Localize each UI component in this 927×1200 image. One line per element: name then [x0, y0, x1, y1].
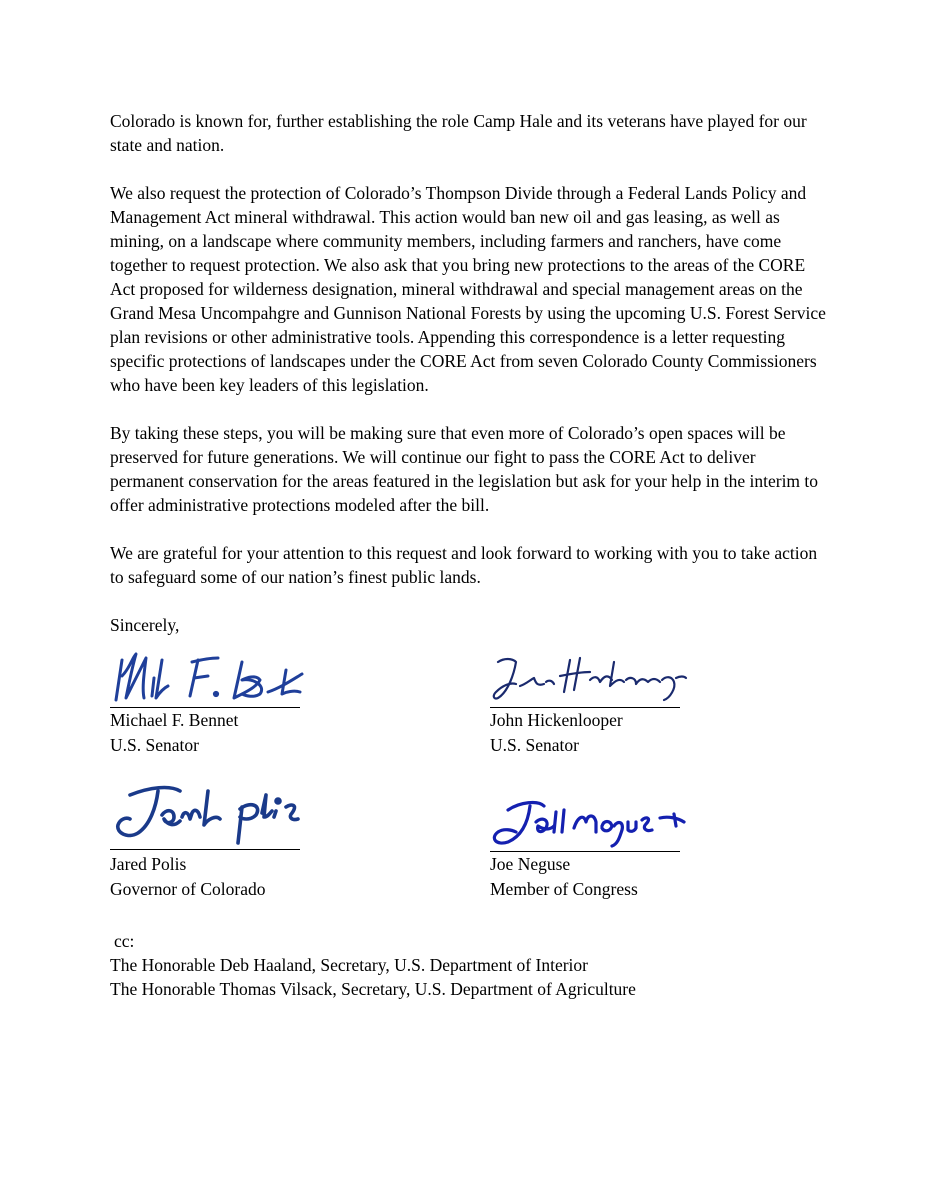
- cc-label: cc:: [114, 931, 135, 951]
- signatory-title: U.S. Senator: [110, 735, 199, 755]
- paragraph-grateful: We are grateful for your attention to this request and look forward to working with you to take action to safeguard some of our nation’s finest public lands.: [110, 543, 818, 587]
- signatory-name: Joe Neguse: [490, 854, 571, 874]
- paragraph-thompson-divide: We also request the protection of Colorado’s Thompson Divide through a Federal Lands Policy and Management Act mineral withdrawal. This action would ban new oil and gas leasing, as well as mining, on a landscape where community members, including farmers and ranchers, have come together to request protection. We also ask that you bring new protections to the areas of the CORE Act proposed for wilderness designation, mineral withdrawal and special management areas on the Grand Mesa Uncompahgre and Gunnison National Forests by using the upcoming U.S. Forest Service plan revisions or other administrative tools. Appending this correspondence is a letter requesting specific protections of landscapes under the CORE Act from seven Colorado County Commissioners who have been key leaders of this legislation.: [110, 183, 826, 395]
- cc-recipient: The Honorable Deb Haaland, Secretary, U.S. Department of Interior: [110, 955, 588, 975]
- cc-block: [110, 929, 636, 1001]
- signatory-name: Jared Polis: [110, 854, 187, 874]
- signatory-title: U.S. Senator: [490, 735, 579, 755]
- signature-bennet: [110, 648, 310, 708]
- signature-neguse: [490, 792, 690, 852]
- signatory-name: Michael F. Bennet: [110, 710, 239, 730]
- signature-line: [110, 849, 300, 850]
- signatory-title: Governor of Colorado: [110, 879, 266, 899]
- signature-hickenlooper: [490, 648, 690, 708]
- cc-recipient: The Honorable Thomas Vilsack, Secretary, U.S. Department of Agriculture: [110, 979, 636, 999]
- signatory-title: Member of Congress: [490, 879, 638, 899]
- paragraph-taking-steps: By taking these steps, you will be making sure that even more of Colorado’s open spaces will be preserved for future generations. We will continue our fight to pass the CORE Act to deliver permanent conservation for the areas featured in the legislation but ask for your help in the interim to offer administrative protections modeled after the bill.: [110, 423, 819, 515]
- signatory-name: John Hickenlooper: [490, 710, 623, 730]
- signature-polis: [110, 777, 310, 847]
- closing-salutation: Sincerely,: [110, 615, 180, 635]
- paragraph-camp-hale: Colorado is known for, further establishing the role Camp Hale and its veterans have played for our state and nation.: [110, 111, 807, 155]
